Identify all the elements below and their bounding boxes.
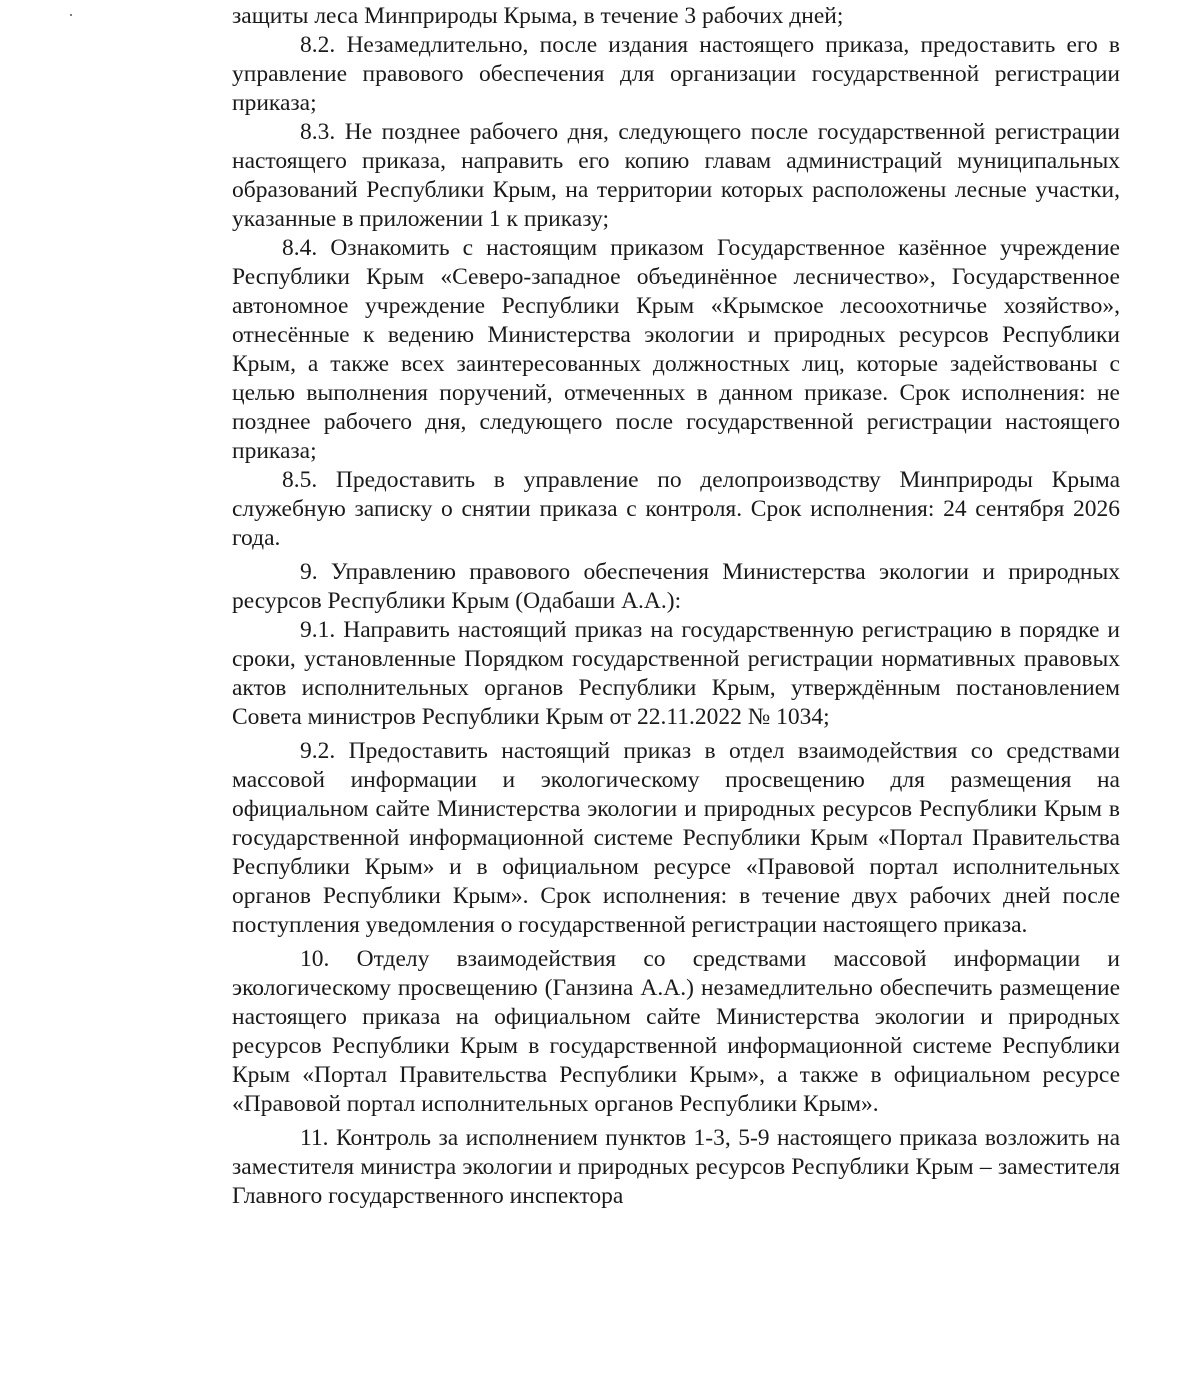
paragraph-9-1: 9.1. Направить настоящий приказ на государственную регистрацию в порядке и сроки, установленные Порядком государственной регистрации нормативных правовых актов исполнительных органов Республики Крым, утверждённым постановлением Совета министров Республики Крым от 22.11.2022 № 1034; xyxy=(232,617,1120,730)
paragraph-8-3: 8.3. Не позднее рабочего дня, следующего после государственной регистрации настоящего приказа, направить его копию главам администраций муниципальных образований Республики Крым, на территории которых расположены лесные участки, указанные в приложении 1 к приказу; xyxy=(232,119,1120,232)
paragraph-continuation: защиты леса Минприроды Крыма, в течение 3 рабочих дней; xyxy=(232,3,844,29)
scan-speck xyxy=(70,14,72,16)
paragraph-8-2: 8.2. Незамедлительно, после издания настоящего приказа, предоставить его в управление правового обеспечения для организации государственной регистрации приказа; xyxy=(232,32,1120,116)
paragraph-10: 10. Отделу взаимодействия со средствами массовой информации и экологическому просвещению (Ганзина А.А.) незамедлительно обеспечить размещение настоящего приказа на официальном сайте Министерства экологии и природных ресурсов Республики Крым в государственной информационной системе Республики Крым «Портал Правительства Республики Крым», а также в официальном ресурсе «Правовой портал исполнительных органов Республики Крым». xyxy=(232,946,1120,1117)
paragraph-8-5: 8.5. Предоставить в управление по делопроизводству Минприроды Крыма служебную записку о снятии приказа с контроля. Срок исполнения: 24 сентября 2026 года. xyxy=(232,467,1120,551)
paragraph-9: 9. Управлению правового обеспечения Министерства экологии и природных ресурсов Республики Крым (Одабаши А.А.): xyxy=(232,559,1120,614)
document-page xyxy=(232,2,1120,1211)
paragraph-11: 11. Контроль за исполнением пунктов 1-3, 5-9 настоящего приказа возложить на заместителя министра экологии и природных ресурсов Республики Крым – заместителя Главного государственного инспектора xyxy=(232,1125,1120,1209)
paragraph-9-2: 9.2. Предоставить настоящий приказ в отдел взаимодействия со средствами массовой информации и экологическому просвещению для размещения на официальном сайте Министерства экологии и природных ресурсов Республики Крым в государственной информационной системе Республики Крым «Портал Правительства Республики Крым» и в официальном ресурсе «Правовой портал исполнительных органов Республики Крым». Срок исполнения: в течение двух рабочих дней после поступления уведомления о государственной регистрации настоящего приказа. xyxy=(232,738,1120,938)
paragraph-8-4: 8.4. Ознакомить с настоящим приказом Государственное казённое учреждение Республики Крым «Северо-западное объединённое лесничество», Государственное автономное учреждение Республики Крым «Крымское лесоохотничье хозяйство», отнесённые к ведению Министерства экологии и природных ресурсов Республики Крым, а также всех заинтересованных должностных лиц, которые задействованы с целью выполнения поручений, отмеченных в данном приказе. Срок исполнения: не позднее рабочего дня, следующего после государственной регистрации настоящего приказа; xyxy=(232,235,1120,464)
